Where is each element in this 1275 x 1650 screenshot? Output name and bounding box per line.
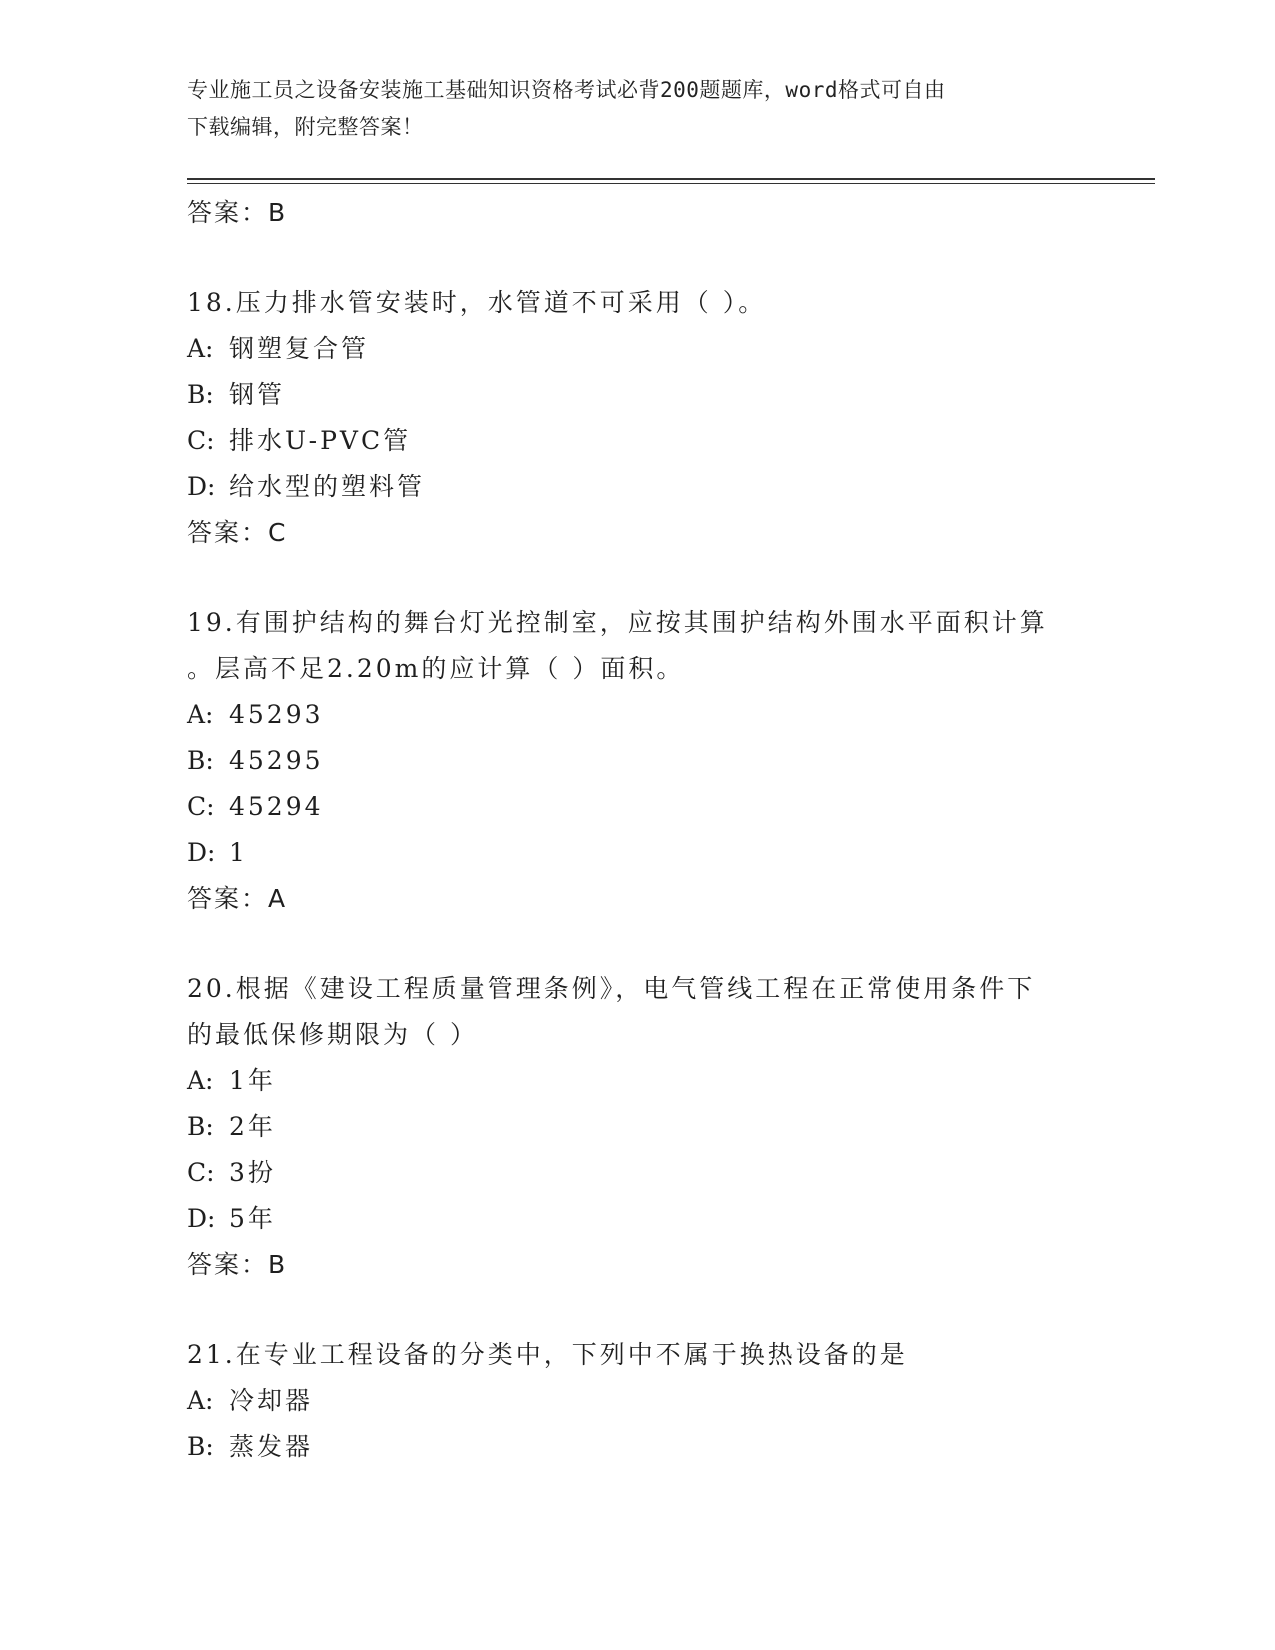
spacer [187, 556, 1087, 600]
question-block-21 [187, 1332, 1087, 1470]
option-b [187, 372, 1087, 418]
option-label: D: [187, 472, 216, 501]
option-label: B: [187, 1112, 214, 1141]
question-block-20 [187, 966, 1087, 1288]
option-label: A: [187, 1066, 214, 1095]
option-b [187, 1104, 1087, 1150]
option-label: A: [187, 700, 214, 729]
header-line-1: 专业施工员之设备安装施工基础知识资格考试必背200题题库，word格式可自由 [187, 78, 946, 102]
option-label: B: [187, 1432, 214, 1461]
question-text: 20.根据《建设工程质量管理条例》，电气管线工程在正常使用条件下 [187, 974, 1036, 1003]
option-c [187, 1150, 1087, 1196]
option-text: 冷却器 [229, 1386, 314, 1415]
option-text: 3扮 [229, 1158, 276, 1187]
option-text: 1 [229, 838, 248, 867]
option-text: 钢管 [229, 380, 286, 409]
option-label: A: [187, 1386, 214, 1415]
option-b [187, 738, 1087, 784]
option-text: 45293 [229, 700, 324, 729]
spacer [187, 1288, 1087, 1332]
answer-line: 答案：B [187, 198, 288, 227]
option-label: B: [187, 380, 214, 409]
answer-line: 答案：B [187, 1250, 288, 1279]
spacer [187, 922, 1087, 966]
option-label: B: [187, 746, 214, 775]
option-text: 蒸发器 [229, 1432, 314, 1461]
question-text: 21.在专业工程设备的分类中，下列中不属于换热设备的是 [187, 1340, 908, 1369]
question-text: 19.有围护结构的舞台灯光控制室，应按其围护结构外围水平面积计算 [187, 608, 1048, 637]
question-block-19 [187, 600, 1087, 922]
question-text: 18.压力排水管安装时，水管道不可采用（ ）。 [187, 288, 767, 317]
spacer [187, 236, 1087, 280]
option-label: C: [187, 792, 215, 821]
option-a [187, 326, 1087, 372]
option-d [187, 464, 1087, 510]
option-text: 45295 [229, 746, 324, 775]
option-text: 2年 [229, 1112, 276, 1141]
header-divider [187, 178, 1155, 184]
option-c [187, 784, 1087, 830]
answer-line: 答案：A [187, 884, 288, 913]
option-text: 45294 [229, 792, 324, 821]
option-a [187, 692, 1087, 738]
option-d [187, 1196, 1087, 1242]
question-text-continued: 。层高不足2.20m的应计算（ ）面积。 [187, 654, 685, 683]
option-b [187, 1424, 1087, 1470]
page-header [187, 72, 1067, 146]
question-block-18 [187, 280, 1087, 556]
option-text: 1年 [229, 1066, 276, 1095]
option-text: 排水U-PVC管 [229, 426, 412, 455]
option-text: 钢塑复合管 [229, 334, 370, 363]
question-list [187, 190, 1087, 1470]
option-text: 5年 [229, 1204, 276, 1233]
option-label: D: [187, 838, 216, 867]
option-label: C: [187, 1158, 215, 1187]
header-line-2: 下载编辑，附完整答案！ [187, 115, 424, 139]
answer-line: 答案：C [187, 518, 288, 547]
question-text-continued: 的最低保修期限为（ ） [187, 1020, 478, 1049]
option-d [187, 830, 1087, 876]
option-label: A: [187, 334, 214, 363]
option-c [187, 418, 1087, 464]
option-label: C: [187, 426, 215, 455]
option-text: 给水型的塑料管 [229, 472, 426, 501]
option-a [187, 1378, 1087, 1424]
option-a [187, 1058, 1087, 1104]
option-label: D: [187, 1204, 216, 1233]
